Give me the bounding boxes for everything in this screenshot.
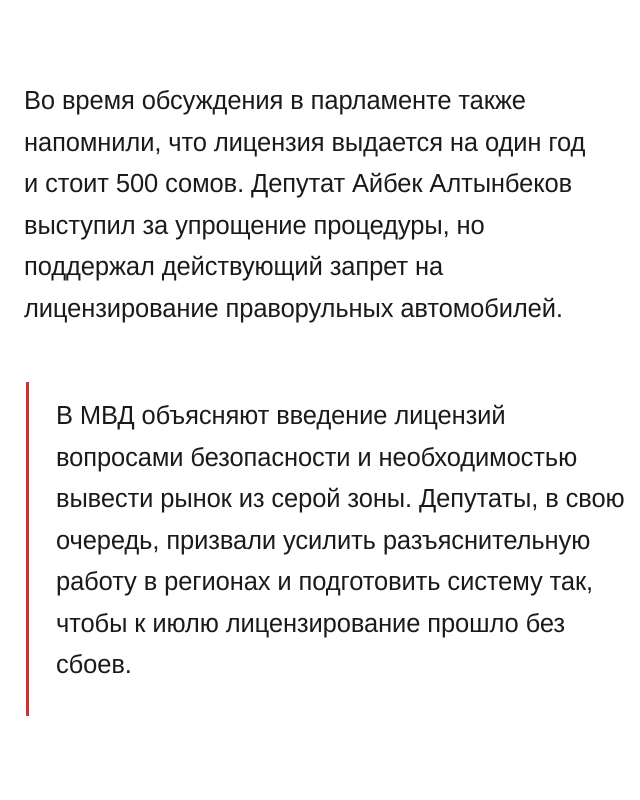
article-paragraph: Во время обсуждения в парламенте также напомнили, что лицензия выдается на один год и стоит 500 сомов. Депутат Айбек Алтынбеков выступил за упрощение процедуры, но поддержал действующий запрет на лицензирование праворульных автомобилей.: [24, 87, 586, 323]
blockquote: [26, 382, 626, 716]
quote-text: В МВД объясняют введение лицензий вопросами безопасности и необходимостью вывести рынок из серой зоны. Депутаты, в свою очередь, призвали усилить разъяснительную работу в регионах и подготовить систему так, чтобы к июлю лицензирование прошло без сбоев.: [56, 402, 625, 679]
quote-accent-bar: [26, 382, 29, 716]
